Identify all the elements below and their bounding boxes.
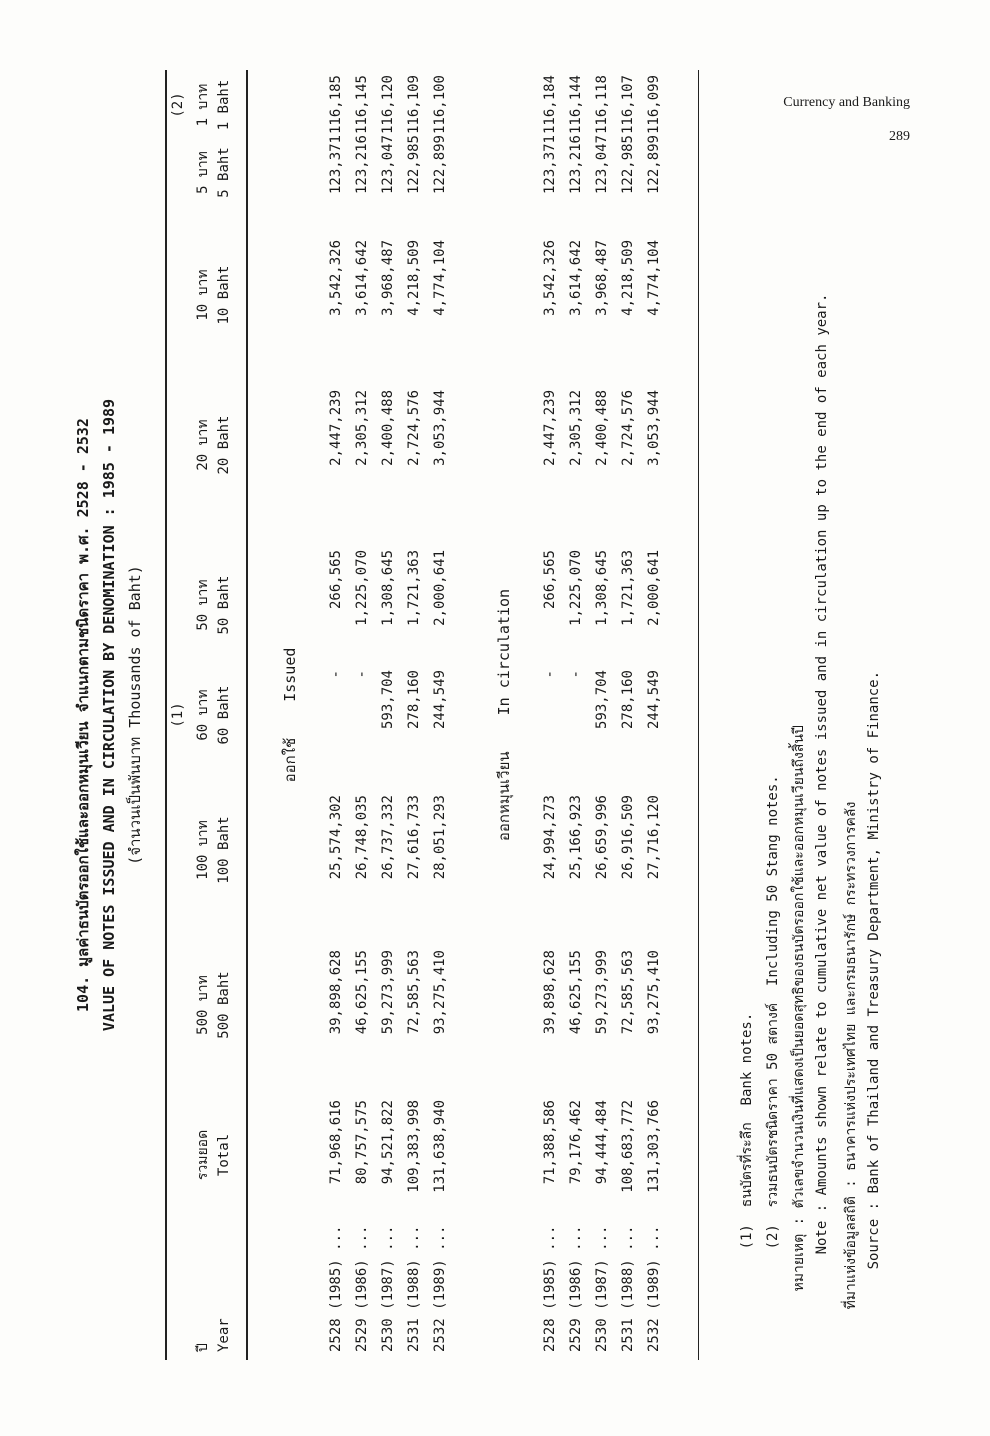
table-row (542, 70, 566, 1360)
cell-20: 2,305,312 (354, 390, 370, 466)
cell-100: 27,616,733 (406, 795, 422, 880)
header-50-thai: 50 บาท (195, 579, 211, 631)
cell-10: 3,968,487 (594, 240, 610, 316)
source-english-text: Bank of Thailand and Treasury Department, Ministry of Finance. (866, 670, 882, 1194)
cell-total: 109,383,998 (406, 1100, 422, 1193)
header-rule (246, 70, 248, 1360)
table-row (568, 70, 592, 1360)
cell-500: 93,275,410 (646, 950, 662, 1035)
note-thai-text: ตัวเลขจำนวนเงินที่แสดงเป็นยอดสุทธิของธนบัตรออกใช้และออกหมุนเวียนถึงสิ้นปี (791, 725, 807, 1209)
cell-50: 1,308,645 (594, 550, 610, 626)
row-year: 2532 (1989) ... (432, 1225, 448, 1352)
section-circulation-english: In circulation (495, 588, 513, 716)
row-year: 2529 (1986) ... (568, 1225, 584, 1352)
header-500-thai: 500 บาท (195, 975, 211, 1035)
row-year: 2531 (1988) ... (620, 1225, 636, 1352)
cell-total: 71,388,586 (542, 1100, 558, 1185)
cell-50: 266,565 (542, 550, 558, 610)
cell-60: - (354, 670, 370, 679)
cell-60: - (542, 670, 558, 679)
cell-total: 94,444,484 (594, 1100, 610, 1185)
header-5-thai: 5 บาท (195, 151, 211, 194)
cell-50: 266,565 (328, 550, 344, 610)
cell-20: 2,400,488 (380, 390, 396, 466)
source-english-label: Source : (866, 1201, 882, 1270)
cell-500: 46,625,155 (354, 950, 370, 1035)
header-50-english: 50 Baht (216, 575, 232, 635)
cell-500: 59,273,999 (380, 950, 396, 1035)
cell-10: 3,542,326 (328, 240, 344, 316)
cell-5: 123,047 (594, 135, 610, 195)
note-thai-label: หมายเหตุ : (791, 1216, 807, 1292)
section-label-circulation (492, 70, 516, 1360)
cell-1: 116,109 (406, 75, 422, 135)
header-thai-row (192, 70, 216, 1360)
cell-5: 123,371 (542, 135, 558, 195)
cell-10: 4,218,509 (620, 240, 636, 316)
header-marks-row (170, 70, 194, 1360)
cell-10: 3,542,326 (542, 240, 558, 316)
cell-total: 79,176,462 (568, 1100, 584, 1185)
cell-500: 59,273,999 (594, 950, 610, 1035)
bottom-rule (698, 70, 699, 1360)
cell-60: 244,549 (646, 670, 662, 730)
cell-60: 593,704 (594, 670, 610, 730)
cell-100: 26,916,509 (620, 795, 636, 880)
header-1-thai: 1 บาท (195, 83, 211, 127)
table-row (354, 70, 378, 1360)
cell-1: 116,185 (328, 75, 344, 135)
header-5-english: 5 Baht (216, 147, 232, 198)
cell-500: 46,625,155 (568, 950, 584, 1035)
footnote-2-label: (2) (765, 1224, 781, 1250)
header-60-english: 60 Baht (216, 685, 232, 745)
cell-100: 26,659,996 (594, 795, 610, 880)
cell-20: 3,053,944 (646, 390, 662, 466)
cell-10: 4,218,509 (406, 240, 422, 316)
table-title-thai: 104. มูลค่าธนบัตรออกใช้และออกหมุนเวียน จำแนกตามชนิดราคา พ.ศ. 2528 - 2532 (74, 418, 92, 1012)
cell-50: 1,308,645 (380, 550, 396, 626)
footnote-1-label: (1) (739, 1224, 755, 1250)
header-10-thai: 10 บาท (195, 269, 211, 321)
cell-60: - (328, 670, 344, 679)
header-year-thai: ปี (195, 1343, 211, 1352)
rotated-table-page (70, 70, 940, 1360)
table-unit: (จำนวนเป็นพันบาท Thousands of Baht) (126, 565, 144, 865)
header-20-english: 20 Baht (216, 415, 232, 475)
cell-total: 131,303,766 (646, 1100, 662, 1193)
cell-10: 4,774,104 (432, 240, 448, 316)
cell-5: 122,899 (646, 135, 662, 195)
cell-total: 131,638,940 (432, 1100, 448, 1193)
cell-50: 1,721,363 (620, 550, 636, 626)
page-number: 289 (889, 129, 910, 144)
cell-20: 2,447,239 (542, 390, 558, 466)
cell-10: 4,774,104 (646, 240, 662, 316)
cell-5: 123,371 (328, 135, 344, 195)
cell-100: 25,166,923 (568, 795, 584, 880)
note-english-label: Note : (814, 1203, 830, 1255)
cell-5: 122,985 (406, 135, 422, 195)
cell-50: 1,721,363 (406, 550, 422, 626)
cell-100: 24,994,273 (542, 795, 558, 880)
row-year: 2531 (1988) ... (406, 1225, 422, 1352)
section-circulation-thai: ออกหมุนเวียน (495, 751, 513, 842)
header-10-english: 10 Baht (216, 265, 232, 325)
cell-1: 116,184 (542, 75, 558, 135)
cell-50: 2,000,641 (432, 550, 448, 626)
cell-total: 71,968,616 (328, 1100, 344, 1185)
row-year: 2529 (1986) ... (354, 1225, 370, 1352)
cell-50: 2,000,641 (646, 550, 662, 626)
header-100-english: 100 Baht (216, 816, 232, 884)
source-english (850, 671, 898, 1320)
footnote-2-text: รวมธนบัตรชนิดราคา 50 สตางค์ Including 50 Stang notes. (765, 775, 781, 1208)
cell-500: 93,275,410 (432, 950, 448, 1035)
cell-1: 116,118 (594, 75, 610, 135)
header-mark-1: (2) (170, 92, 186, 118)
row-year: 2530 (1987) ... (594, 1225, 610, 1352)
header-year-english: Year (216, 1318, 232, 1352)
source-thai-text: ธนาคารแห่งประเทศไทย และกรมธนารักษ์ กระทรวงการคลัง (843, 801, 859, 1171)
header-100-thai: 100 บาท (195, 820, 211, 880)
table-row (646, 70, 670, 1360)
cell-60: 278,160 (406, 670, 422, 730)
cell-60: 278,160 (620, 670, 636, 730)
cell-5: 123,216 (354, 135, 370, 195)
cell-10: 3,968,487 (380, 240, 396, 316)
top-rule (165, 70, 167, 1360)
cell-20: 2,305,312 (568, 390, 584, 466)
section-issued-english: Issued (281, 647, 299, 702)
cell-100: 26,748,035 (354, 795, 370, 880)
header-total-thai: รวมยอด (195, 1129, 211, 1181)
cell-100: 27,716,120 (646, 795, 662, 880)
row-year: 2528 (1985) ... (328, 1225, 344, 1352)
cell-1: 116,144 (568, 75, 584, 135)
note-english-text: Amounts shown relate to cumulative net value of notes issued and in circulation up to the end of each year. (814, 293, 830, 1196)
footnote-1-text: ธนบัตรที่ระลึก Bank notes. (739, 1012, 755, 1208)
cell-1: 116,107 (620, 75, 636, 135)
section-issued-thai: ออกใช้ (281, 737, 299, 783)
cell-10: 3,614,642 (354, 240, 370, 316)
cell-50: 1,225,070 (568, 550, 584, 626)
cell-1: 116,100 (432, 75, 448, 135)
row-year: 2530 (1987) ... (380, 1225, 396, 1352)
cell-total: 80,757,575 (354, 1100, 370, 1185)
cell-100: 28,051,293 (432, 795, 448, 880)
table-row (406, 70, 430, 1360)
cell-10: 3,614,642 (568, 240, 584, 316)
header-english-row (216, 70, 240, 1360)
cell-1: 116,099 (646, 75, 662, 135)
cell-100: 25,574,302 (328, 795, 344, 880)
table-row (328, 70, 352, 1360)
running-head-section: Currency and Banking (783, 95, 910, 110)
table-row (432, 70, 456, 1360)
cell-5: 122,985 (620, 135, 636, 195)
table-row (620, 70, 644, 1360)
cell-60: 593,704 (380, 670, 396, 730)
cell-500: 72,585,563 (620, 950, 636, 1035)
table-row (594, 70, 618, 1360)
table-titles (70, 70, 148, 1360)
table-row (380, 70, 404, 1360)
cell-20: 2,400,488 (594, 390, 610, 466)
row-year: 2528 (1985) ... (542, 1225, 558, 1352)
cell-60: 244,549 (432, 670, 448, 730)
cell-500: 72,585,563 (406, 950, 422, 1035)
header-total-english: Total (216, 1133, 232, 1177)
cell-20: 2,724,576 (406, 390, 422, 466)
source-thai-label: ที่มาแห่งข้อมูลสถิติ : (843, 1179, 859, 1310)
cell-20: 2,724,576 (620, 390, 636, 466)
cell-5: 123,216 (568, 135, 584, 195)
header-500-english: 500 Baht (216, 971, 232, 1039)
cell-5: 123,047 (380, 135, 396, 195)
cell-1: 116,145 (354, 75, 370, 135)
cell-20: 3,053,944 (432, 390, 448, 466)
table-title-english: VALUE OF NOTES ISSUED AND IN CIRCULATION BY DENOMINATION : 1985 - 1989 (100, 398, 118, 1032)
header-60-thai: 60 บาท (195, 689, 211, 741)
cell-total: 108,683,772 (620, 1100, 636, 1193)
cell-5: 122,899 (432, 135, 448, 195)
section-label-issued (278, 70, 302, 1360)
header-mark-60: (1) (170, 702, 186, 728)
header-1-english: 1 Baht (216, 79, 232, 131)
cell-500: 39,898,628 (328, 950, 344, 1035)
cell-1: 116,120 (380, 75, 396, 135)
header-20-thai: 20 บาท (195, 419, 211, 471)
cell-500: 39,898,628 (542, 950, 558, 1035)
cell-total: 94,521,822 (380, 1100, 396, 1185)
row-year: 2532 (1989) ... (646, 1225, 662, 1352)
cell-100: 26,737,332 (380, 795, 396, 880)
cell-60: - (568, 670, 584, 679)
cell-20: 2,447,239 (328, 390, 344, 466)
cell-50: 1,225,070 (354, 550, 370, 626)
